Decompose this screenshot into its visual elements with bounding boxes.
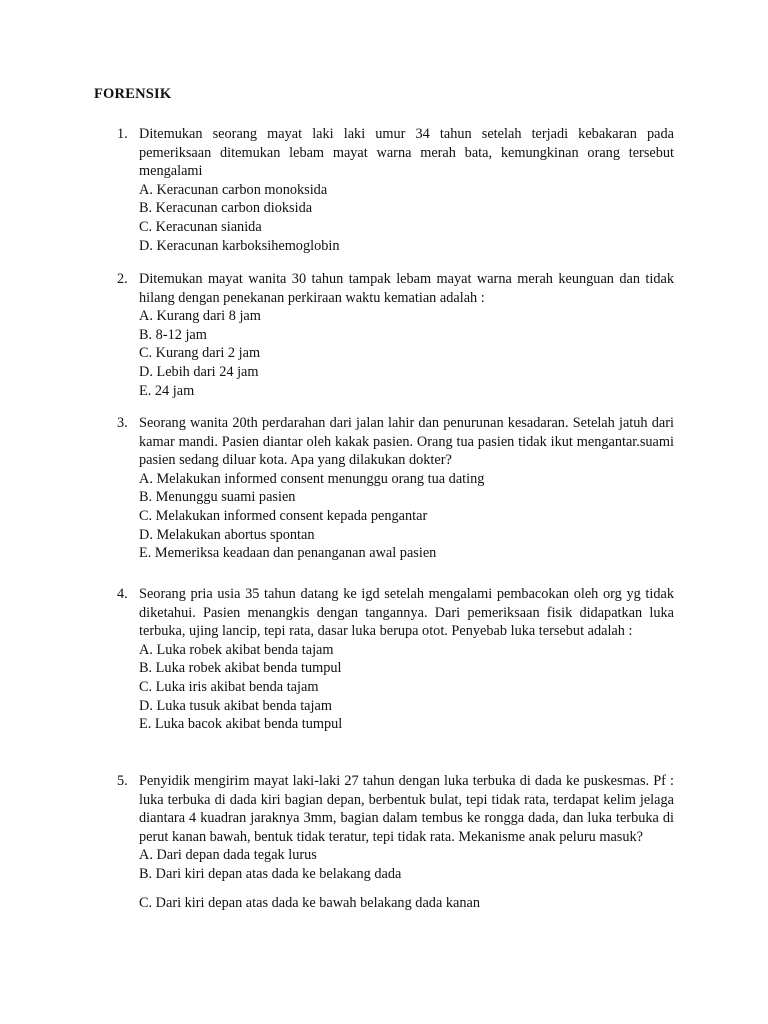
answer-option: A. Melakukan informed consent menunggu orang tua dating — [139, 470, 485, 487]
question-text: Seorang wanita 20th perdarahan dari jalan lahir dan penurunan kesadaran. Setelah jatuh dari kamar mandi. Pasien diantar oleh kakak pasien. Orang tua pasien tidak ikut mengantar.suami pasien sedang diluar kota. Apa yang dilakukan dokter? — [139, 415, 674, 469]
answer-option: C. Melakukan informed consent kepada pengantar — [139, 507, 428, 524]
question-1 — [117, 125, 674, 255]
question-body — [139, 270, 674, 400]
question-3 — [117, 414, 674, 563]
answer-option: D. Luka tusuk akibat benda tajam — [139, 697, 332, 714]
question-number: 2. — [117, 271, 128, 287]
answer-option: A. Kurang dari 8 jam — [139, 308, 261, 325]
question-body — [139, 585, 674, 734]
question-number: 1. — [117, 126, 128, 142]
answer-option: C. Keracunan sianida — [139, 218, 262, 235]
question-5 — [117, 772, 674, 912]
answer-option: D. Lebih dari 24 jam — [139, 363, 259, 380]
answer-options — [139, 846, 674, 912]
question-text: Penyidik mengirim mayat laki-laki 27 tahun dengan luka terbuka di dada ke puskesmas. Pf : luka terbuka di dada kiri bagian depan, berbentuk bulat, tepi tidak rata, terdapat kelim jelaga diantara 4 kuadran jaraknya 3mm, bagian dalam tembus ke rongga dada, dan luka terbuka di perut kanan bawah, bentuk tidak teratur, tepi tidak rata. Mekanisme anak peluru masuk? — [139, 773, 674, 845]
answer-option: C. Dari kiri depan atas dada ke bawah belakang dada kanan — [139, 894, 480, 911]
question-text: Ditemukan mayat wanita 30 tahun tampak lebam mayat warna merah keunguan dan tidak hilang dengan penekanan perkiraan waktu kematian adalah : — [139, 271, 674, 306]
answer-option: D. Melakukan abortus spontan — [139, 526, 315, 543]
answer-option: E. Luka bacok akibat benda tumpul — [139, 716, 343, 733]
answer-option: E. Memeriksa keadaan dan penanganan awal pasien — [139, 545, 437, 562]
answer-options — [139, 307, 674, 400]
answer-options — [139, 470, 674, 563]
answer-option: A. Dari depan dada tegak lurus — [139, 847, 317, 864]
answer-option: C. Kurang dari 2 jam — [139, 345, 261, 362]
answer-option: C. Luka iris akibat benda tajam — [139, 678, 319, 695]
answer-option: B. Dari kiri depan atas dada ke belakang dada — [139, 865, 402, 882]
answer-option: E. 24 jam — [139, 382, 195, 399]
question-number: 3. — [117, 415, 128, 431]
question-body — [139, 414, 674, 563]
question-2 — [117, 270, 674, 400]
answer-option: B. 8-12 jam — [139, 326, 207, 343]
question-body — [139, 125, 674, 255]
answer-option: B. Keracunan carbon dioksida — [139, 200, 313, 217]
question-number: 5. — [117, 773, 128, 789]
answer-options — [139, 181, 674, 255]
answer-option: B. Luka robek akibat benda tumpul — [139, 660, 342, 677]
answer-option: A. Keracunan carbon monoksida — [139, 181, 328, 198]
answer-option: A. Luka robek akibat benda tajam — [139, 641, 334, 658]
question-number: 4. — [117, 586, 128, 602]
answer-option: B. Menunggu suami pasien — [139, 489, 296, 506]
question-text: Seorang pria usia 35 tahun datang ke igd setelah mengalami pembacokan oleh org yg tidak diketahui. Pasien menangkis dengan tangannya. Dari pemeriksaan fisik didapatkan luka terbuka, ujing lancip, tepi rata, dasar luka berupa otot. Penyebab luka tersebut adalah : — [139, 586, 674, 640]
question-text: Ditemukan seorang mayat laki laki umur 34 tahun setelah terjadi kebakaran pada pemeriksaan ditemukan lebam mayat warna merah bata, kemungkinan orang tersebut mengalami — [139, 126, 674, 180]
answer-option: D. Keracunan karboksihemoglobin — [139, 237, 340, 254]
page-title: FORENSIK — [94, 86, 172, 102]
question-body — [139, 772, 674, 912]
answer-options — [139, 641, 674, 734]
question-4 — [117, 585, 674, 734]
